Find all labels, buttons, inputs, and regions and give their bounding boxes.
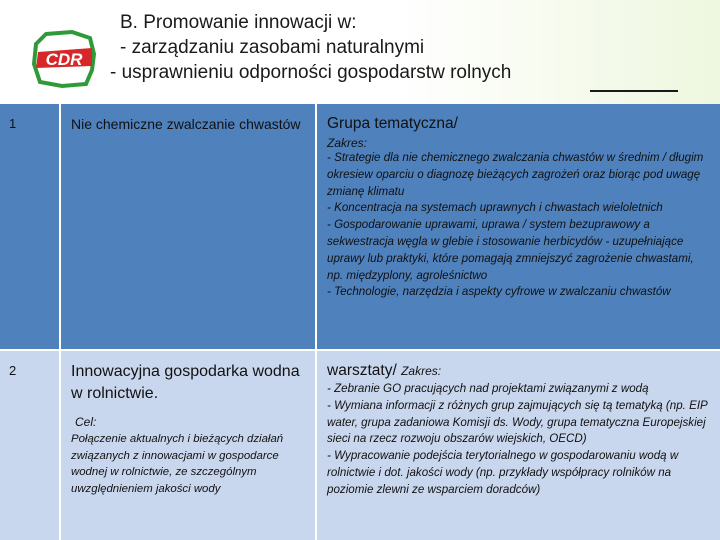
- group-heading: Grupa tematyczna/: [327, 115, 458, 132]
- scope-item: - Wypracowanie podejścia terytorialnego w gospodarowaniu wodą w rolnictwie i dot. jakości wody (np. przykłady współpracy rolników na poziomie zlewni ze wsparciem doradców): [327, 449, 679, 496]
- topic-title: Nie chemiczne zwalczanie chwastów: [71, 116, 301, 132]
- slide-header: [0, 0, 720, 104]
- topic-title: Innowacyjna gospodarka wodna w rolnictwie.: [71, 363, 300, 402]
- scope-item: - Strategie dla nie chemicznego zwalczania chwastów w średnim / długim okresiew oparciu o diagnozę bieżących zagrożeń oraz biorąc pod uwagę zmianę klimatu: [327, 151, 704, 198]
- row-number-cell: [0, 104, 60, 350]
- goal-label: Cel:: [75, 415, 97, 429]
- scope-item: - Koncentracja na systemach uprawnych i chwastach wieloletnich: [327, 201, 663, 215]
- title-line: - zarządzaniu zasobami naturalnymi: [120, 37, 425, 58]
- slide-title: [110, 10, 710, 85]
- title-line: B. Promowanie innowacji w:: [120, 12, 357, 33]
- scope-item: - Wymiana informacji z różnych grup zajmujących się tą tematyką (np. EIP water, grupa zadaniowa Komisji ds. Wody, grupa tematyczna Europejskiej sieci na rzecz rozwoju obszarów wiejskich, OECD): [327, 398, 708, 446]
- scope-cell: [316, 350, 720, 540]
- scope-cell: [316, 104, 720, 350]
- cdr-logo: [32, 30, 96, 88]
- topics-table: [0, 104, 720, 540]
- scope-item: - Gospodarowanie uprawami, uprawa / system bezuprawowy a sekwestracja węgla w glebie i stosowanie herbicydów - uzupełniające uprawy lub praktyki, które pomagają zmniejszyć zagrożenie chwastami, np. międzyplony, agroleśnictwo: [327, 218, 694, 282]
- scope-list: [327, 381, 712, 499]
- topic-cell: [60, 104, 316, 350]
- table-row: [0, 350, 720, 540]
- workshop-heading: [327, 361, 712, 381]
- scope-label: Zakres:: [327, 136, 368, 150]
- row-number: 1: [9, 116, 17, 131]
- title-underline: [590, 90, 678, 92]
- logo-text: CDR: [45, 50, 83, 69]
- scope-list: [327, 150, 712, 301]
- goal-text: Połączenie aktualnych i bieżących działań związanych z innowacjami w gospodarce wodnej w rolnictwie, ze szczególnym uwzględnieniem jakości wody: [71, 433, 284, 495]
- scope-label: Zakres:: [401, 364, 442, 378]
- title-line: - usprawnieniu odporności gospodarstw rolnych: [110, 62, 512, 83]
- workshop-label: warsztaty/: [327, 362, 397, 379]
- table-row: [0, 104, 720, 350]
- scope-item: - Zebranie GO pracujących nad projektami związanymi z wodą: [327, 382, 649, 395]
- topic-cell: [60, 350, 316, 540]
- row-number-cell: [0, 350, 60, 540]
- row-number: 2: [9, 363, 17, 378]
- scope-item: - Technologie, narzędzia i aspekty cyfrowe w zwalczaniu chwastów: [327, 285, 671, 299]
